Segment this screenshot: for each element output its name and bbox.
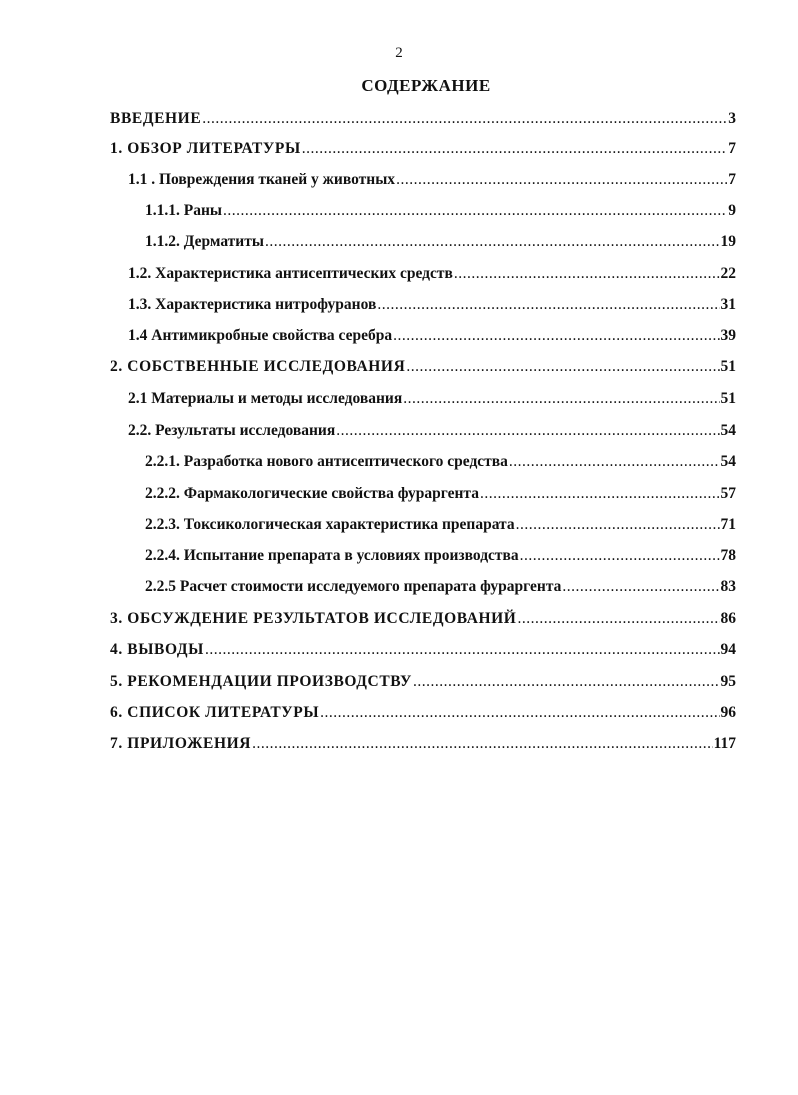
toc-entry-page: 51 (720, 358, 736, 375)
leader-dots (202, 110, 727, 128)
toc-entry-page: 54 (720, 453, 736, 470)
toc-entry-label: 6. СПИСОК ЛИТЕРАТУРЫ (110, 704, 320, 721)
toc-entry-label: 1.1.1. Раны (145, 202, 223, 219)
page-title: СОДЕРЖАНИЕ (361, 76, 491, 95)
toc-entry-page: 78 (720, 547, 736, 564)
toc-entry-cost-calculation (145, 578, 736, 602)
toc-entry-label: 3. ОБСУЖДЕНИЕ РЕЗУЛЬТАТОВ ИССЛЕДОВАНИЙ (110, 610, 517, 627)
toc-entry-pharmacology (145, 485, 736, 509)
leader-dots (336, 422, 719, 440)
toc-entry-label: 4. ВЫВОДЫ (110, 641, 204, 658)
toc-entry-new-antiseptic (145, 453, 736, 477)
toc-entry-label: 2.1 Материалы и методы исследования (128, 390, 403, 407)
toc-entry-page: 7 (728, 171, 736, 188)
toc-entry-label: 2.2.4. Испытание препарата в условиях производства (145, 547, 519, 564)
toc-entry-label: 2.2.2. Фармакологические свойства фураргента (145, 485, 479, 502)
toc-entry-label: 1.3. Характеристика нитрофуранов (128, 296, 377, 313)
toc-entry-materials-methods (128, 390, 736, 414)
toc-entry-label: 1.1 . Повреждения тканей у животных (128, 171, 396, 188)
toc-entry-page: 9 (728, 202, 736, 219)
toc-entry-page: 31 (720, 296, 736, 313)
toc-entry-page: 83 (720, 578, 736, 595)
leader-dots (320, 704, 719, 722)
toc-entry-label: 1.1.2. Дерматиты (145, 233, 264, 250)
toc-entry-recommendations (110, 673, 736, 697)
toc-entry-page: 94 (720, 641, 736, 658)
leader-dots (223, 202, 727, 220)
toc-entry-page: 19 (720, 233, 736, 250)
toc-entry-label: 1.4 Антимикробные свойства серебра (128, 327, 393, 344)
toc-entry-label: ВВЕДЕНИЕ (110, 110, 202, 127)
toc-entry-discussion (110, 610, 736, 634)
leader-dots (403, 390, 719, 408)
toc-entry-label: 1.2. Характеристика антисептических средств (128, 265, 453, 282)
toc-entry-production-trial (145, 547, 736, 571)
toc-entry-introduction (110, 110, 736, 134)
toc-entry-page: 96 (720, 704, 736, 721)
toc-entry-toxicology (145, 516, 736, 540)
toc-entry-dermatitis (145, 233, 736, 257)
toc-entry-antiseptics (128, 265, 736, 289)
leader-dots (454, 265, 720, 283)
toc-entry-page: 71 (720, 516, 736, 533)
toc-entry-page: 51 (720, 390, 736, 407)
leader-dots (265, 233, 720, 251)
toc-entry-literature-review (110, 140, 736, 164)
toc-entry-tissue-damage (128, 171, 736, 195)
leader-dots (302, 140, 727, 158)
leader-dots (562, 578, 719, 596)
toc-entry-page: 3 (728, 110, 736, 127)
toc-entry-page: 117 (713, 735, 736, 752)
leader-dots (509, 453, 720, 471)
toc-entry-label: 5. РЕКОМЕНДАЦИИ ПРОИЗВОДСТВУ (110, 673, 412, 690)
leader-dots (377, 296, 719, 314)
leader-dots (520, 547, 720, 565)
toc-entry-label: 2.2.1. Разработка нового антисептического средства (145, 453, 508, 470)
toc-entry-label: 7. ПРИЛОЖЕНИЯ (110, 735, 252, 752)
toc-entry-page: 7 (728, 140, 736, 157)
leader-dots (252, 735, 713, 753)
toc-entry-silver (128, 327, 736, 351)
toc-entry-label: 1. ОБЗОР ЛИТЕРАТУРЫ (110, 140, 301, 157)
page-number: 2 (395, 45, 403, 61)
leader-dots (516, 516, 720, 534)
leader-dots (396, 171, 727, 189)
toc-entry-label: 2.2. Результаты исследования (128, 422, 336, 439)
toc-entry-label: 2. СОБСТВЕННЫЕ ИССЛЕДОВАНИЯ (110, 358, 406, 375)
toc-entry-wounds (145, 202, 736, 226)
toc-entry-page: 39 (720, 327, 736, 344)
toc-entry-references (110, 704, 736, 728)
leader-dots (413, 673, 720, 691)
toc-entry-nitrofurans (128, 296, 736, 320)
toc-entry-conclusions (110, 641, 736, 665)
toc-entry-page: 57 (720, 485, 736, 502)
toc-entry-page: 95 (720, 673, 736, 690)
toc-entry-label: 2.2.3. Токсикологическая характеристика препарата (145, 516, 515, 533)
toc-entry-own-research (110, 358, 736, 382)
leader-dots (517, 610, 719, 628)
leader-dots (406, 358, 719, 376)
toc-entry-page: 22 (720, 265, 736, 282)
toc-entry-page: 54 (720, 422, 736, 439)
toc-entry-label: 2.2.5 Расчет стоимости исследуемого препарата фураргента (145, 578, 562, 595)
leader-dots (480, 485, 720, 503)
leader-dots (393, 327, 719, 345)
toc-entry-page: 86 (720, 610, 736, 627)
leader-dots (205, 641, 720, 659)
toc-entry-appendices (110, 735, 736, 759)
toc-entry-results (128, 422, 736, 446)
